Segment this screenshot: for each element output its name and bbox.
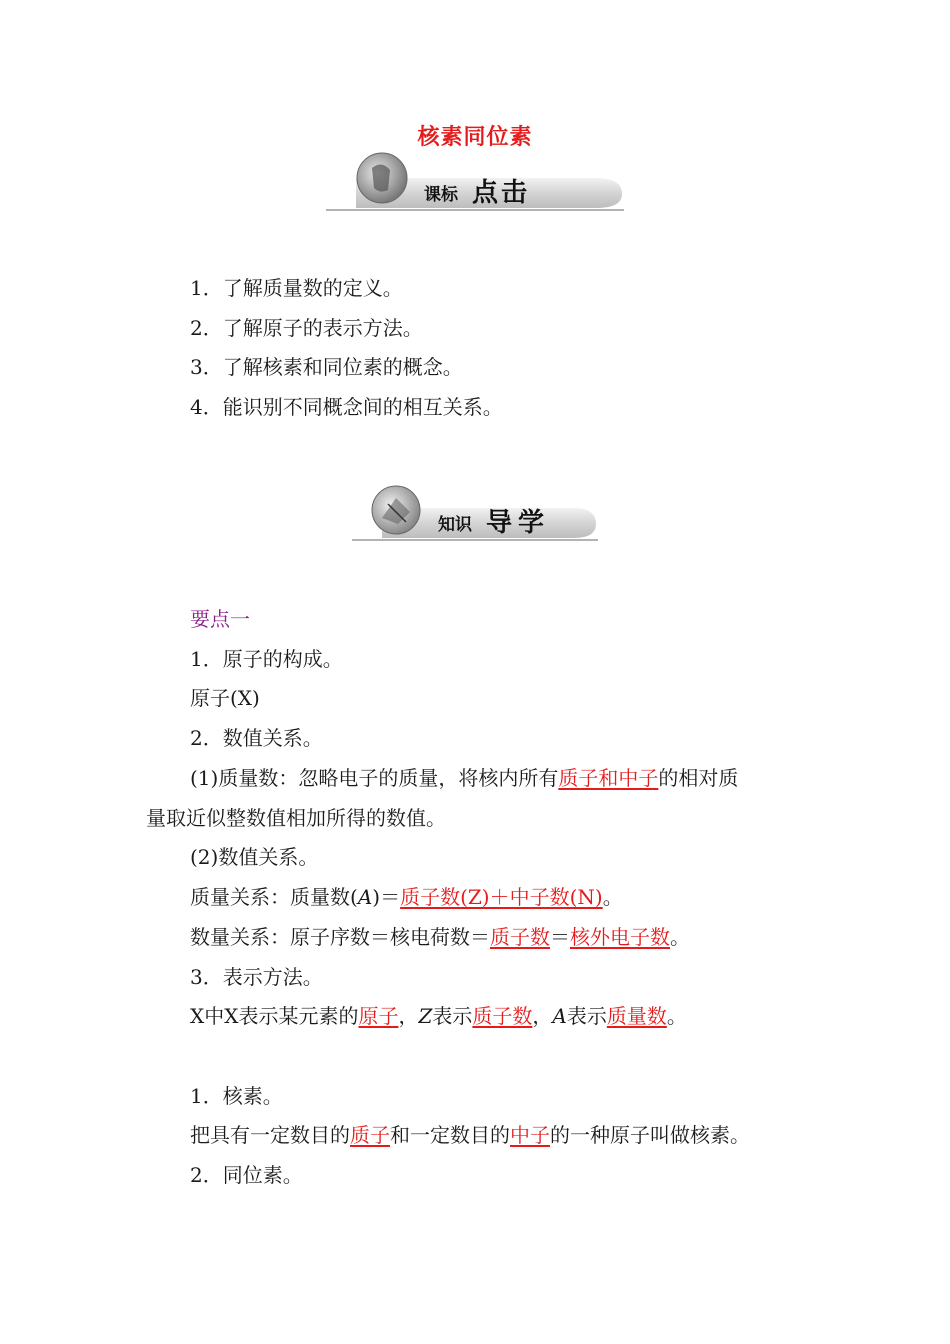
section-heading: 要点一 — [190, 607, 250, 631]
text-segment: 的相对质 — [658, 766, 739, 790]
banner-knowledge-small-text: 知识 — [438, 515, 472, 535]
text-segment: 。 — [602, 885, 623, 909]
text-segment: )＝ — [372, 885, 401, 909]
body-line-10 — [190, 1002, 687, 1030]
banner-ribbon-graphic — [352, 482, 598, 542]
text-segment: 表示 — [432, 1004, 473, 1028]
text-segment: ＝ — [550, 925, 570, 949]
body-line-2: 原子(X) — [190, 686, 260, 710]
answer-blank: 质子 — [350, 1123, 390, 1147]
text-segment: 把具有一定数目的 — [190, 1123, 350, 1147]
answer-blank: 质子数 — [490, 925, 550, 949]
banner-knowledge-big-text: 导学 — [486, 508, 551, 538]
variable-symbol: A — [552, 1004, 567, 1028]
text-segment: 数量关系：原子序数＝核电荷数＝ — [190, 925, 490, 949]
banner-course-big-text: 点击 — [472, 178, 531, 208]
body-line-3: 2．数值关系。 — [190, 726, 323, 750]
text-segment: 。 — [670, 925, 690, 949]
banner-course-small-text: 课标 — [424, 185, 458, 205]
objective-4: 4．能识别不同概念间的相互关系。 — [190, 395, 503, 419]
answer-blank: 核外电子数 — [570, 925, 670, 949]
text-segment: X中X表示某元素的 — [190, 1004, 359, 1028]
body-line-13: 2．同位素。 — [190, 1163, 303, 1187]
answer-blank: 原子 — [358, 1004, 399, 1028]
body-line-1: 1．原子的构成。 — [190, 647, 343, 671]
body-line-12 — [190, 1121, 750, 1149]
answer-blank: 质子数(Z)＋中子数(N) — [400, 885, 603, 909]
text-segment: 表示 — [566, 1004, 607, 1028]
body-line-8 — [190, 923, 690, 951]
body-line-9: 3．表示方法。 — [190, 965, 323, 989]
text-segment: 和一定数目的 — [390, 1123, 510, 1147]
banner-knowledge-guide — [352, 482, 598, 542]
objective-3: 3．了解核素和同位素的概念。 — [190, 355, 463, 379]
banner-course-objectives — [326, 150, 624, 212]
body-line-5: 量取近似整数值相加所得的数值。 — [146, 806, 446, 830]
answer-blank: 质子和中子 — [558, 766, 659, 790]
text-segment: 质量关系：质量数( — [190, 885, 358, 909]
variable-symbol: A — [357, 885, 373, 909]
body-line-6: (2)数值关系。 — [190, 845, 319, 869]
body-line-4 — [190, 764, 738, 792]
answer-blank: 中子 — [510, 1123, 550, 1147]
text-segment: (1)质量数：忽略电子的质量，将核内所有 — [190, 766, 559, 790]
objective-2: 2．了解原子的表示方法。 — [190, 316, 423, 340]
answer-blank: 质子数 — [472, 1004, 533, 1028]
answer-blank: 质量数 — [606, 1004, 667, 1028]
variable-symbol: Z — [418, 1004, 433, 1028]
text-segment: ， — [398, 1004, 419, 1028]
body-line-11: 1．核素。 — [190, 1084, 283, 1108]
text-segment: ， — [532, 1004, 553, 1028]
text-segment: 的一种原子叫做核素。 — [550, 1123, 750, 1147]
objective-1: 1．了解质量数的定义。 — [190, 276, 403, 300]
page-title: 核素同位素 — [417, 125, 533, 150]
body-line-7 — [190, 883, 623, 911]
text-segment: 。 — [666, 1004, 687, 1028]
